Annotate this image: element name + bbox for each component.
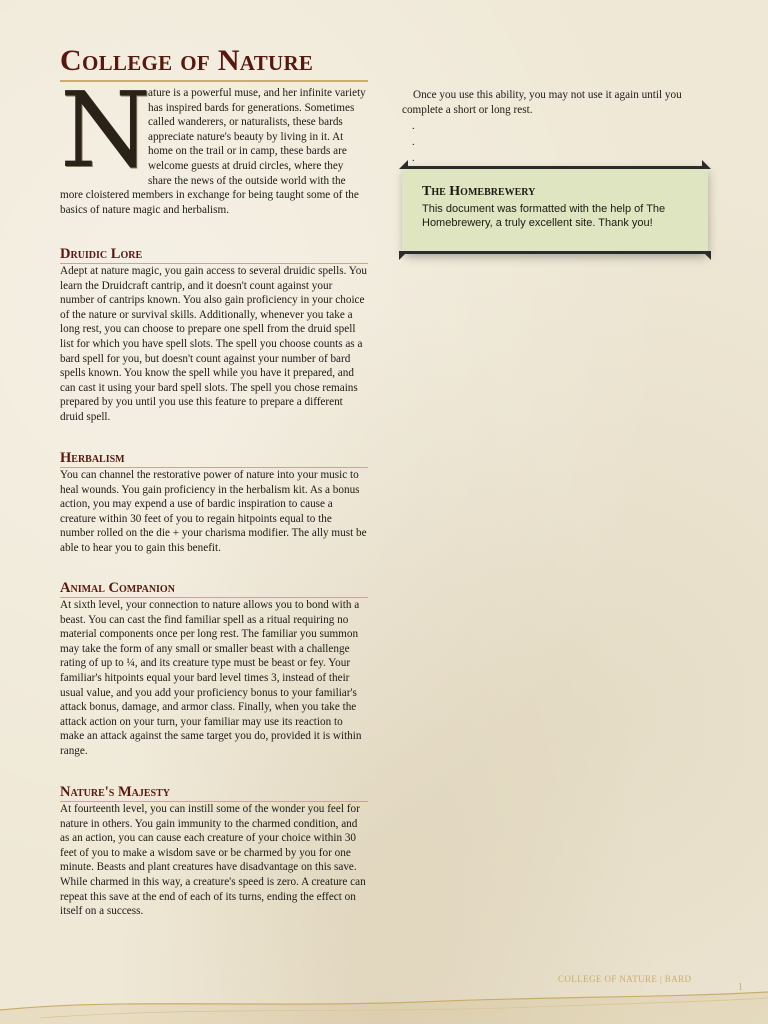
section-heading: Nature's Majesty: [60, 784, 368, 802]
section-heading: Herbalism: [60, 450, 368, 468]
dot: .: [412, 136, 415, 148]
section-body: You can channel the restorative power of nature into your music to heal wounds. You gain proficiency in the herbalism kit. As a bonus action, you may expend a use of bardic inspiration to cause a creature within 30 feet of you to regain hitpoints equal to the number rolled on the die + your charisma modifier. The ally must be able to hear you to gain this benefit.: [60, 469, 367, 554]
section-body: At fourteenth level, you can instill some of the wonder you feel for nature in others. You gain immunity to the charmed condition, and as an action, you can cause each creature of your choice within 30 feet of you to make a wisdom save or be charmed by you for one minute. Beasts and plant creatures have disadvantage on this save. While charmed in this way, a creature's speed is zero. A creature can repeat this save at the end of each of its turns, ending the effect on itself on a success.: [60, 803, 366, 918]
section-animal-companion: [60, 580, 368, 759]
footer-swoosh-decoration: [0, 988, 768, 1024]
dot: .: [412, 120, 415, 132]
section-druidic-lore: [60, 246, 368, 425]
footer-label: COLLEGE OF NATURE | BARD: [558, 974, 692, 984]
section-body: At sixth level, your connection to nature allows you to bond with a beast. You can cast the find familiar spell as a ritual requiring no material components once per long rest. The familiar you summon may take the form of any small or smaller beast with a challenge rating of up to ¼, and its creature type must be beast or fey. Your familiar's hitpoints equal your bard level times 3, instead of their usual value, and you add your proficiency bonus to your familiar's attack bonus, damage, and armor class. Finally, when you take the attack action on your turn, your familiar may use its reaction to make an attack against the same target you do, provided it is within range.: [60, 599, 362, 757]
note-corner: [399, 251, 408, 260]
page-title: College of Nature: [60, 44, 314, 77]
page-number: 1: [738, 982, 743, 993]
dot: .: [412, 152, 415, 164]
section-natures-majesty: [60, 784, 368, 919]
note-corner: [702, 160, 711, 169]
section-heading: Animal Companion: [60, 580, 368, 598]
section-heading: Druidic Lore: [60, 246, 368, 264]
intro-paragraph: ature is a powerful muse, and her infinite variety has inspired bards for generations. Sometimes called wanderers, or naturalists, these bards appreciate nature's beauty by living in it. At home on the trail or in camp, these bards are welcome guests at druid circles, where they share the news of the outside world with the more cloistered members in exchange for being taught some of the basics of nature magic and herbalism.: [60, 87, 366, 216]
dropcap-letter: N: [60, 69, 151, 191]
right-column-paragraph: Once you use this ability, you may not use it again until you complete a short or long rest.: [402, 89, 682, 116]
section-herbalism: [60, 450, 368, 556]
note-corner: [399, 160, 408, 169]
note-title: The Homebrewery: [422, 184, 536, 199]
note-corner: [702, 251, 711, 260]
section-body: Adept at nature magic, you gain access to several druidic spells. You learn the Druidcraft cantrip, and it doesn't count against your number of cantrips known. You also gain proficiency in your choice of the nature or survival skills. Additionally, whenever you take a long rest, you can choose to prepare one spell from the druid spell list for which you have spell slots. The spell you choose counts as a bard spell for you, but doesn't count against your number of bard spells known. You know the spell while you have it prepared, and can cast it using your bard spell slots. The spell you chose remains prepared by you until you use this feature to prepare a different druid spell.: [60, 265, 367, 423]
intro-block: [60, 86, 368, 217]
spacer-dots: [412, 118, 415, 166]
note-body: This document was formatted with the help of The Homebrewery, a truly excellent site. Thank you!: [422, 203, 666, 229]
homebrewery-note: [402, 166, 708, 254]
